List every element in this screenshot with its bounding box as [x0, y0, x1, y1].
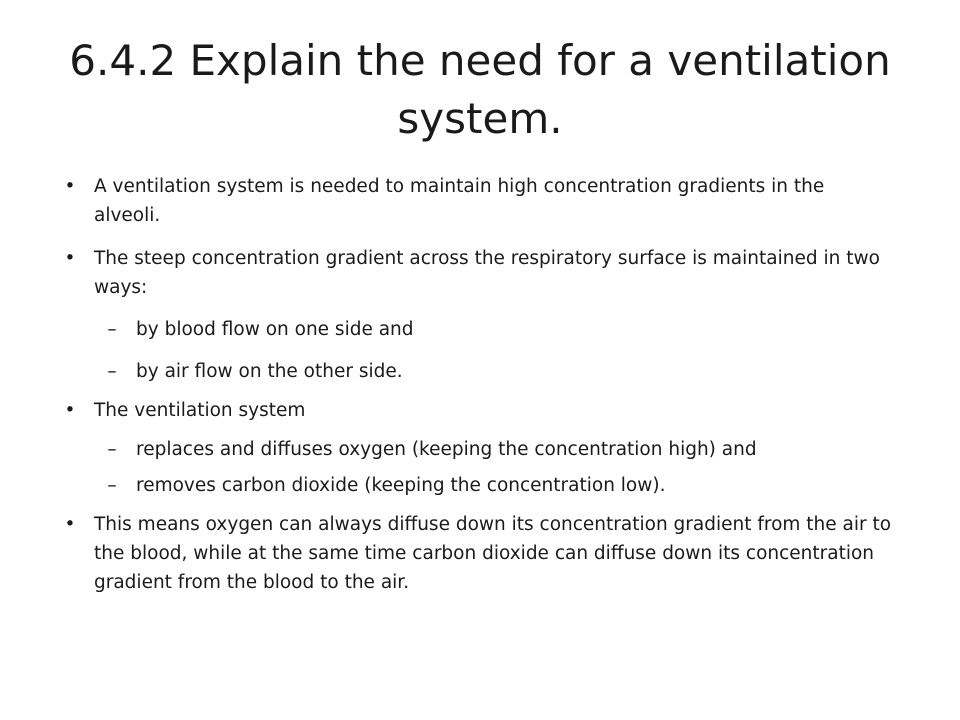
bullet-marker: • [64, 176, 76, 197]
dash-marker: – [107, 361, 117, 382]
sub-bullet-item [107, 357, 896, 386]
sub-bullet-text: removes carbon dioxide (keeping the concentration low). [136, 475, 666, 496]
sub-bullet-item [107, 435, 896, 464]
bullet-item [64, 244, 894, 302]
bullet-text: This means oxygen can always diffuse down its concentration gradient from the air to the blood, while at the same time carbon dioxide can diffuse down its concentration gradient from the blood to the air. [94, 514, 892, 593]
dash-marker: – [107, 319, 117, 340]
bullet-text: The steep concentration gradient across the respiratory surface is maintained in two ways: [94, 248, 880, 298]
bullet-text: The ventilation system [94, 400, 306, 421]
sub-bullet-text: replaces and diffuses oxygen (keeping the concentration high) and [136, 439, 757, 460]
sub-bullet-text: by air flow on the other side. [136, 361, 403, 382]
bullet-marker: • [64, 248, 76, 269]
bullet-marker: • [64, 514, 76, 535]
bullet-marker: • [64, 400, 76, 421]
bullet-item [64, 396, 894, 425]
dash-marker: – [107, 439, 117, 460]
sub-bullet-text: by blood flow on one side and [136, 319, 414, 340]
dash-marker: – [107, 475, 117, 496]
slide-title: 6.4.2 Explain the need for a ventilation system. [69, 36, 891, 143]
sub-bullet-item [107, 315, 896, 344]
bullet-item [64, 172, 894, 230]
bullet-text: A ventilation system is needed to maintain high concentration gradients in the alveoli. [94, 176, 825, 226]
sub-bullet-item [107, 471, 896, 500]
bullet-item [64, 510, 894, 597]
